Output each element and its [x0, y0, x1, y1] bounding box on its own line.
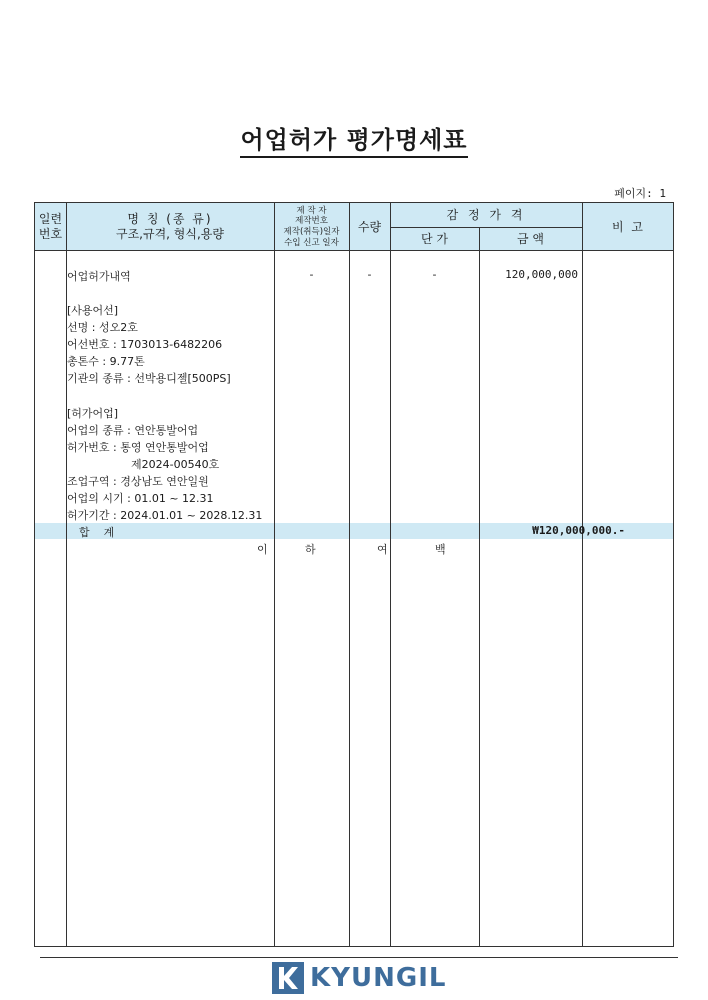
item-amount: 120,000,000 [505, 268, 578, 281]
license-line: 어업의 시기 : 01.01 ~ 12.31 [67, 492, 214, 505]
vessel-line: 총톤수 : 9.77톤 [67, 355, 145, 368]
header-serial: 일련 번호 [38, 212, 63, 241]
vessel-line: 기관의 종류 : 선박용디젤[500PS] [67, 372, 231, 385]
license-line: 제2024-00540호 [131, 458, 220, 471]
closing-mark: 하 [305, 543, 316, 556]
appraisal-table [34, 202, 674, 947]
license-line: 허가번호 : 통영 연안통발어업 [67, 441, 209, 454]
header-name: 명 칭 (종 류) 구조,규격, 형식,용량 [116, 212, 224, 241]
company-logo [272, 962, 446, 994]
header-remarks: 비 고 [612, 219, 645, 234]
document-title: 어업허가 평가명세표 [0, 120, 708, 155]
license-line: 허가기간 : 2024.01.01 ~ 2028.12.31 [67, 509, 263, 522]
vessel-section-title: [사용어선] [67, 304, 119, 317]
vessel-line: 어선번호 : 1703013-6482206 [67, 338, 223, 351]
item-maker: - [309, 268, 314, 281]
header-maker: 제 작 자 제작번호 제작(취득)일자 수입 신고 일자 [283, 205, 340, 248]
closing-mark: 백 [435, 543, 446, 556]
header-appraisal: 감 정 가 격 [446, 207, 526, 222]
total-label: 합 계 [79, 526, 115, 539]
kyungil-logo-icon [272, 962, 304, 994]
footer-divider [40, 957, 678, 958]
license-line: 어업의 종류 : 연안통발어업 [67, 424, 199, 437]
page-number: 페이지: 1 [614, 187, 666, 200]
brand-name: KYUNGIL [310, 963, 447, 993]
license-section-title: [허가어업] [67, 407, 119, 420]
header-amount: 금 액 [517, 231, 544, 246]
closing-mark: 이 [257, 543, 268, 556]
vessel-line: 선명 : 성오2호 [67, 321, 138, 334]
header-unit-price: 단 가 [421, 231, 448, 246]
header-quantity: 수량 [357, 219, 382, 234]
closing-mark: 여 [377, 543, 388, 556]
item-name: 어업허가내역 [67, 270, 131, 283]
license-line: 조업구역 : 경상남도 연안일원 [67, 475, 209, 488]
item-unit-price: - [432, 268, 437, 281]
item-quantity: - [367, 268, 372, 281]
total-amount: ₩120,000,000.- [532, 524, 625, 537]
